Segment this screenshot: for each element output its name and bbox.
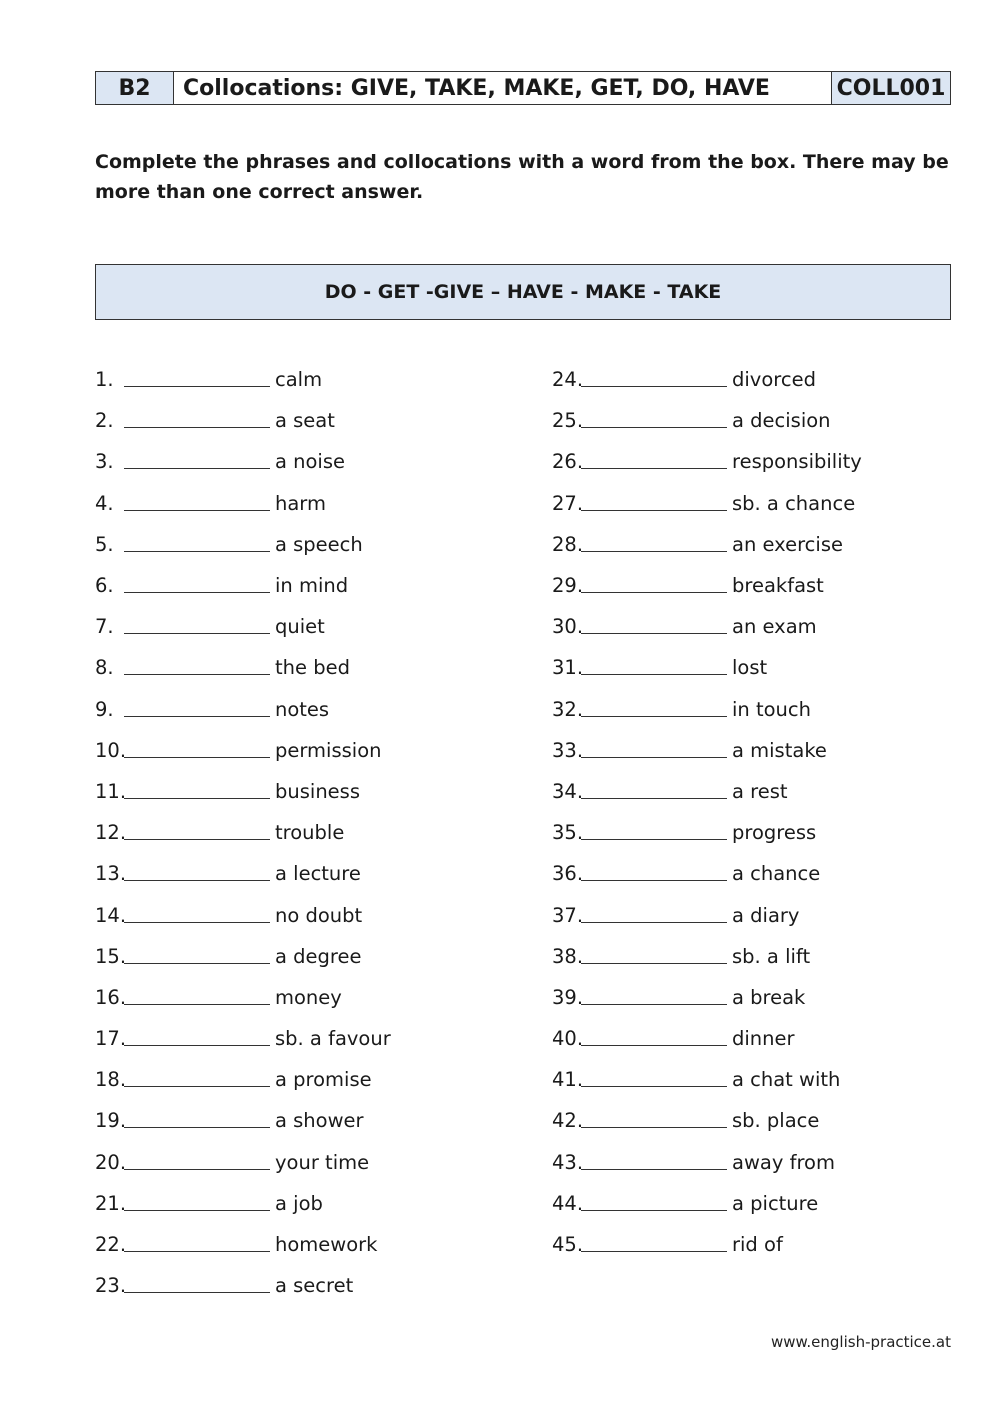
exercise-item [95,853,391,894]
answer-blank[interactable] [581,819,727,840]
item-phrase: trouble [275,821,345,845]
item-phrase: a speech [275,532,363,556]
item-number: 39. [552,985,584,1009]
item-phrase: dinner [732,1027,795,1051]
item-phrase: a promise [275,1068,372,1092]
item-number: 10. [95,738,127,762]
item-phrase: a seat [275,409,335,433]
exercise-item [95,936,391,977]
answer-blank[interactable] [581,531,727,552]
item-phrase: sb. a lift [732,944,811,968]
item-number: 1. [95,368,114,392]
exercise-item [552,689,862,730]
item-number: 13. [95,862,127,886]
answer-blank[interactable] [581,366,727,387]
exercise-item [95,1265,391,1306]
item-phrase: in mind [275,574,349,598]
answer-blank[interactable] [124,1107,270,1128]
answer-blank[interactable] [581,984,727,1005]
item-number: 40. [552,1027,584,1051]
answer-blank[interactable] [124,1272,270,1293]
item-number: 32. [552,697,584,721]
exercise-item [95,1018,391,1059]
item-phrase: a rest [732,779,788,803]
exercise-item [552,1018,862,1059]
item-number: 18. [95,1068,127,1092]
answer-blank[interactable] [124,1025,270,1046]
item-phrase: homework [275,1233,378,1257]
item-phrase: harm [275,491,326,515]
item-phrase: a degree [275,944,362,968]
answer-blank[interactable] [581,1231,727,1252]
exercise-item [552,1183,862,1224]
exercise-item [95,894,391,935]
item-phrase: a job [275,1191,323,1215]
exercise-item [552,1224,862,1265]
item-number: 7. [95,615,114,639]
exercise-item [95,359,391,400]
exercise-item [95,1100,391,1141]
item-phrase: a chance [732,862,821,886]
item-number: 25. [552,409,584,433]
item-phrase: sb. place [732,1109,820,1133]
exercise-item [95,400,391,441]
left-column [95,359,391,1306]
item-number: 37. [552,903,584,927]
exercise-item [95,1142,391,1183]
exercise-item [552,1142,862,1183]
item-number: 4. [95,491,114,515]
item-phrase: breakfast [732,574,824,598]
item-number: 12. [95,821,127,845]
item-number: 3. [95,450,114,474]
answer-blank[interactable] [581,1066,727,1087]
item-number: 34. [552,779,584,803]
exercise-item [552,730,862,771]
answer-blank[interactable] [581,1107,727,1128]
exercise-item [552,1059,862,1100]
item-number: 44. [552,1191,584,1215]
item-phrase: a noise [275,450,346,474]
answer-blank[interactable] [581,778,727,799]
item-phrase: a shower [275,1109,364,1133]
answer-blank[interactable] [124,531,270,552]
item-number: 20. [95,1150,127,1174]
answer-blank[interactable] [581,1025,727,1046]
item-number: 29. [552,574,584,598]
item-phrase: a decision [732,409,831,433]
answer-blank[interactable] [124,1231,270,1252]
exercise-item [552,441,862,482]
item-number: 27. [552,491,584,515]
item-phrase: quiet [275,615,325,639]
instructions: Complete the phrases and collocations with a word from the box. There may be more than one correct answer. [95,151,949,203]
item-number: 22. [95,1233,127,1257]
exercise-item [552,936,862,977]
exercise-item [552,647,862,688]
item-phrase: sb. a favour [275,1027,391,1051]
item-number: 31. [552,656,584,680]
exercise-item [95,689,391,730]
item-phrase: in touch [732,697,811,721]
answer-blank[interactable] [124,860,270,881]
exercise-item [95,977,391,1018]
item-number: 43. [552,1150,584,1174]
answer-blank[interactable] [581,654,727,675]
answer-blank[interactable] [124,407,270,428]
answer-blank[interactable] [581,613,727,634]
item-phrase: a diary [732,903,800,927]
exercise-item [95,771,391,812]
answer-blank[interactable] [124,366,270,387]
item-phrase: divorced [732,368,816,392]
answer-blank[interactable] [581,1149,727,1170]
answer-blank[interactable] [124,654,270,675]
answer-blank[interactable] [124,819,270,840]
answer-blank[interactable] [124,737,270,758]
item-phrase: away from [732,1150,835,1174]
item-number: 16. [95,985,127,1009]
right-column [552,359,862,1265]
word-box: DO - GET -GIVE – HAVE - MAKE - TAKE [95,264,951,320]
answer-blank[interactable] [581,696,727,717]
exercise-item [552,853,862,894]
item-number: 42. [552,1109,584,1133]
answer-blank[interactable] [124,1149,270,1170]
item-number: 35. [552,821,584,845]
exercise-item [552,771,862,812]
answer-blank[interactable] [581,737,727,758]
item-number: 41. [552,1068,584,1092]
item-number: 19. [95,1109,127,1133]
item-number: 2. [95,409,114,433]
item-number: 15. [95,944,127,968]
exercise-item [95,1183,391,1224]
item-number: 36. [552,862,584,886]
item-number: 6. [95,574,114,598]
item-phrase: progress [732,821,817,845]
answer-blank[interactable] [581,448,727,469]
item-phrase: notes [275,697,330,721]
item-phrase: money [275,985,342,1009]
exercise-item [552,359,862,400]
item-number: 5. [95,532,114,556]
exercise-item [95,565,391,606]
answer-blank[interactable] [124,696,270,717]
item-phrase: a break [732,985,806,1009]
answer-blank[interactable] [581,943,727,964]
item-number: 24. [552,368,584,392]
item-number: 17. [95,1027,127,1051]
answer-blank[interactable] [124,490,270,511]
worksheet-title: Collocations: GIVE, TAKE, MAKE, GET, DO, HAVE [174,72,832,104]
item-number: 38. [552,944,584,968]
answer-blank[interactable] [124,572,270,593]
exercise-item [95,524,391,565]
item-phrase: lost [732,656,768,680]
answer-blank[interactable] [124,613,270,634]
answer-blank[interactable] [581,572,727,593]
answer-blank[interactable] [124,902,270,923]
worksheet-code: COLL001 [832,72,950,104]
exercise-item [552,400,862,441]
answer-blank[interactable] [581,902,727,923]
item-number: 30. [552,615,584,639]
item-number: 21. [95,1191,127,1215]
exercise-item [552,606,862,647]
item-number: 23. [95,1274,127,1298]
item-number: 9. [95,697,114,721]
exercise-item [95,606,391,647]
answer-blank[interactable] [124,448,270,469]
exercise-item [552,565,862,606]
item-phrase: rid of [732,1233,783,1257]
item-phrase: a mistake [732,738,827,762]
item-number: 28. [552,532,584,556]
exercise-item [552,812,862,853]
item-phrase: no doubt [275,903,363,927]
item-phrase: business [275,779,360,803]
answer-blank[interactable] [581,407,727,428]
answer-blank[interactable] [124,1190,270,1211]
exercise-item [95,647,391,688]
answer-blank[interactable] [124,984,270,1005]
item-phrase: a secret [275,1274,354,1298]
exercise-item [552,483,862,524]
exercise-item [552,894,862,935]
exercise-item [95,441,391,482]
item-phrase: your time [275,1150,370,1174]
exercise-item [95,812,391,853]
exercise-item [95,730,391,771]
item-phrase: a chat with [732,1068,841,1092]
item-number: 45. [552,1233,584,1257]
item-phrase: permission [275,738,382,762]
item-phrase: a picture [732,1191,819,1215]
item-phrase: sb. a chance [732,491,856,515]
exercise-item [552,1100,862,1141]
answer-blank[interactable] [124,943,270,964]
item-number: 14. [95,903,127,927]
exercise-item [552,977,862,1018]
answer-blank[interactable] [581,1190,727,1211]
exercise-item [552,524,862,565]
item-phrase: responsibility [732,450,862,474]
level-cell: B2 [96,72,174,104]
answer-blank[interactable] [581,860,727,881]
exercise-item [95,1224,391,1265]
footer-url: www.english-practice.at [770,1333,951,1351]
answer-blank[interactable] [581,490,727,511]
item-phrase: a lecture [275,862,361,886]
item-phrase: an exercise [732,532,843,556]
exercise-item [95,1059,391,1100]
header-table [95,71,951,105]
item-phrase: the bed [275,656,350,680]
exercise-item [95,483,391,524]
item-number: 33. [552,738,584,762]
answer-blank[interactable] [124,778,270,799]
item-number: 8. [95,656,114,680]
item-number: 26. [552,450,584,474]
item-number: 11. [95,779,127,803]
answer-blank[interactable] [124,1066,270,1087]
item-phrase: calm [275,368,323,392]
item-phrase: an exam [732,615,817,639]
